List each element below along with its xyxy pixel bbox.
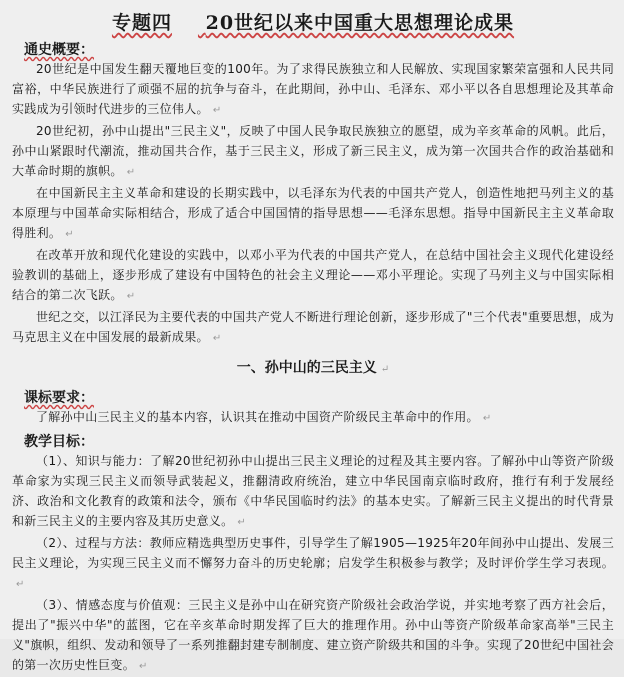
title-number: 专题四 — [111, 12, 172, 34]
goal-paragraph — [12, 533, 614, 595]
overview-text-2: 20世纪初，孙中山提出"三民主义"，反映了中国人民争取民族独立的愿望，成为辛亥革命的风帆。此后，孙中山紧跟时代潮流，推动国共合作，基于三民主义，形成了新三民主义，成为第一次国共合作的政治基础和大革命时期的旗帜。 — [12, 124, 614, 178]
overview-paragraph — [12, 307, 614, 349]
paragraph-mark-icon: ↵ — [139, 661, 148, 672]
goal-paragraph — [12, 451, 614, 533]
standard-heading — [24, 387, 614, 407]
overview-paragraph — [12, 59, 614, 121]
goal-text-1: （1）、知识与能力：了解20世纪初孙中山提出三民主义理论的过程及其主要内容。了解孙中山等资产阶级革命家为实现三民主义而领导武装起义，推翻清政府统治，建立中华民国南京临时政府，推行有利于发展经济、政治和文化教育的政策和法令，颁布《中华民国临时约法》的基本史实。了解新三民主义提出的时代背景和新三民主义的主要内容及其历史意义。 — [12, 454, 614, 528]
overview-text-3: 在中国新民主主义革命和建设的长期实践中，以毛泽东为代表的中国共产党人，创造性地把马列主义的基本原理与中国革命实际相结合，形成了适合中国国情的指导思想——毛泽东思想。指导中国新民主主义革命取得胜利。 — [12, 186, 614, 240]
overview-text-4: 在改革开放和现代化建设的实践中，以邓小平为代表的中国共产党人，在总结中国社会主义现代化建设经验教训的基础上，逐步形成了建设有中国特色的社会主义理论——邓小平理论。实现了马列主义与中国实际相结合的第二次飞跃。 — [12, 248, 614, 302]
paragraph-mark-icon: ↵ — [65, 229, 74, 240]
paragraph-mark-icon: ↵ — [237, 517, 247, 528]
paragraph-mark-icon: ↵ — [126, 167, 136, 178]
standard-text: 了解孙中山三民主义的基本内容，认识其在推动中国资产阶级民主革命中的作用。 — [36, 410, 479, 424]
goal-text-2: （2）、过程与方法：教师应精选典型历史事件，引导学生了解1905—1925年20年间孙中山提出、发展三民主义理论，为实现三民主义而不懈努力奋斗的历史轮廓；启发学生积极参与教学；及时评价学生学习表现。 — [12, 536, 614, 570]
document-title — [12, 8, 614, 35]
overview-text-1: 20世纪是中国发生翻天覆地巨变的100年。为了求得民族独立和人民解放、实现国家繁荣富强和人民共同富裕，中华民族进行了顽强不屈的抗争与奋斗，在此期间，孙中山、毛泽东、邓小平以各自思想理论及其革命实践成为引领时代进步的三位伟人。 — [12, 62, 614, 116]
overview-heading-text: 通史概要： — [24, 42, 94, 58]
section-title-text: 一、孙中山的三民主义 — [236, 360, 377, 376]
paragraph-mark-icon: ↵ — [212, 105, 222, 116]
section-title — [12, 357, 614, 377]
overview-heading — [24, 39, 614, 59]
goals-heading — [24, 431, 614, 451]
paragraph-mark-icon: ↵ — [482, 413, 492, 424]
standard-heading-text: 课标要求： — [24, 390, 94, 406]
overview-paragraph — [12, 183, 614, 245]
goal-text-3: （3）、情感态度与价值观：三民主义是孙中山在研究资产阶级社会政治学说，并实地考察了西方社会后，提出了"振兴中华"的蓝图，它在辛亥革命时期发挥了巨大的推理作用。孙中山等资产阶级革命家高举"三民主义"旗帜，组织、发动和领导了一系列推翻封建专制制度、建立资产阶级共和国的斗争。实现了20世纪中国社会的第一次历史性巨变。 — [12, 598, 614, 672]
paragraph-mark-icon: ↵ — [212, 333, 222, 344]
overview-text-5: 世纪之交，以江泽民为主要代表的中国共产党人不断进行理论创新，逐步形成了"三个代表"重要思想，成为马克思主义在中国发展的最新成果。 — [12, 310, 614, 344]
standard-paragraph — [12, 407, 614, 429]
overview-paragraph — [12, 121, 614, 183]
paragraph-mark-icon: ↵ — [16, 579, 25, 590]
goal-paragraph — [12, 595, 614, 677]
paragraph-mark-icon: ↵ — [380, 364, 390, 375]
title-text: 20世纪以来中国重大思想理论成果 — [205, 12, 515, 34]
paragraph-mark-icon: ↵ — [126, 291, 136, 302]
overview-paragraph — [12, 245, 614, 307]
goals-heading-text: 教学目标： — [24, 434, 94, 450]
